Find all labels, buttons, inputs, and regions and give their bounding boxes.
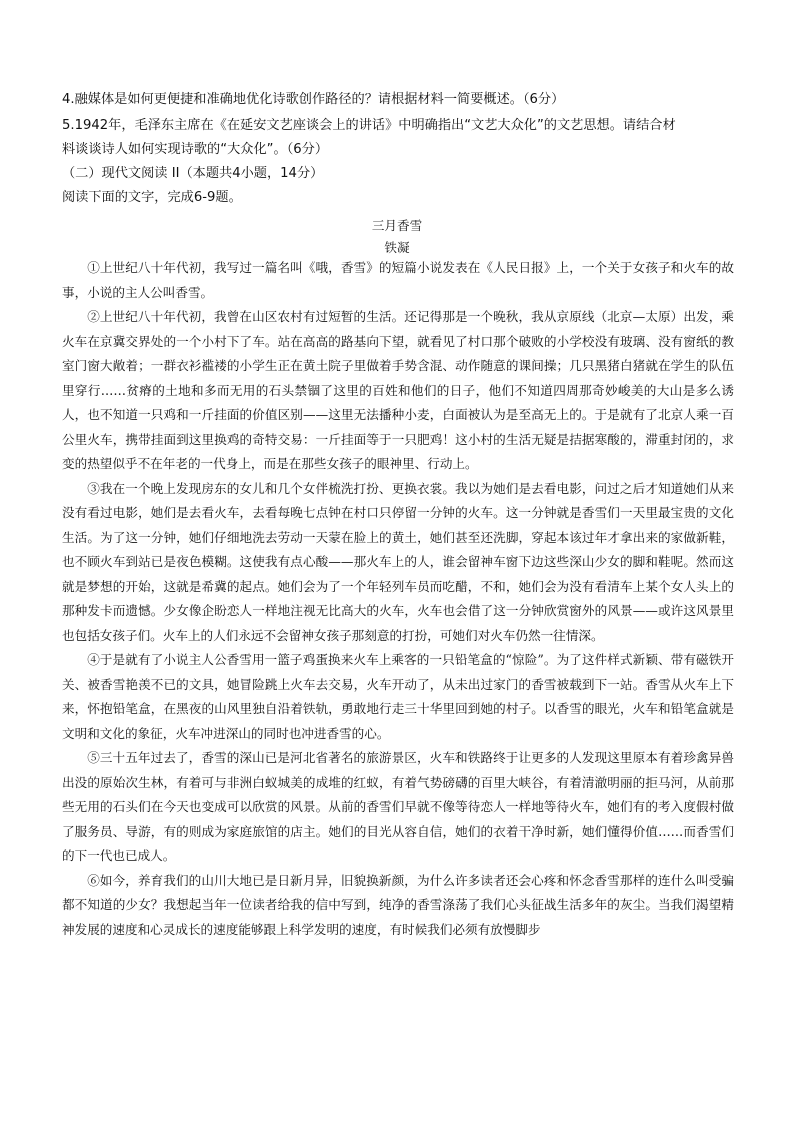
article-title: 三月香雪 [371,218,423,233]
reading-instruction: 阅读下面的文字，完成6-9题。 [62,190,242,205]
article-paragraph-1: ①上世纪八十年代初，我写过一篇名叫《哦，香雪》的短篇小说发表在《人民日报》上，一个关于女孩子和火车的故事，小说的主人公叫香雪。 [62,260,734,300]
article-body [62,256,734,942]
question-5-line-1: 5.1942年，毛泽东主席在《在延安文艺座谈会上的讲话》中明确指出“文艺大众化”的文艺思想。请结合材 [62,118,676,133]
article-paragraph-2: ②上世纪八十年代初，我曾在山区农村有过短暂的生活。还记得那是一个晚秋，我从京原线（北京—太原）出发，乘火车在京冀交界处的一个小村下了车。站在高高的路基向下望，就看见了村口那个破败的小学校没有玻璃、没有窗纸的教室门窗大敞着；一群衣衫褴褛的小学生正在黄土院子里做着手势含混、动作随意的课间操；几只黑猪白猪就在学生的队伍里穿行……贫瘠的土地和多而无用的石头禁锢了这里的百姓和他们的日子，他们不知道四周那奇妙峻美的大山是多么诱人，也不知道一只鸡和一斤挂面的价值区别——这里无法播种小麦，白面被认为是至高无上的。于是就有了北京人乘一百公里火车，携带挂面到这里换鸡的奇特交易：一斤挂面等于一只肥鸡！这小村的生活无疑是拮据寒酸的，滞重封闭的，求变的热望似乎不在年老的一代身上，而是在那些女孩子的眼神里、行动上。 [62,309,734,471]
article-paragraph-3: ③我在一个晚上发现房东的女儿和几个女伴梳洗打扮、更换衣裳。我以为她们是去看电影，问过之后才知道她们从来没有看过电影，她们是去看火车，去看每晚七点钟在村口只停留一分钟的火车。这一分钟就是香雪们一天里最宝贵的文化生活。为了这一分钟，她们仔细地洗去劳动一天蒙在脸上的黄土，她们甚至还洗脚，穿起本该过年才拿出来的家做新鞋，也不顾火车到站已是夜色模糊。这使我有点心酸——那火车上的人，谁会留神车窗下边这些深山少女的脚和鞋呢。然而这就是梦想的开始，这就是希冀的起点。她们会为了一个年轻列车员而吃醋，不和，她们会为没有看清车上某个女人头上的那种发卡而遗憾。少女像企盼恋人一样地注视无比高大的火车，火车也会借了这一分钟欣赏窗外的风景——或许这风景里也包括女孩子们。火车上的人们永远不会留神女孩子那刻意的打扮，可她们对火车仍然一往情深。 [62,480,734,643]
article-paragraph-4: ④于是就有了小说主人公香雪用一篮子鸡蛋换来火车上乘客的一只铅笔盒的“惊险”。为了这件样式新颖、带有磁铁开关、被香雪艳羡不已的文具，她冒险跳上火车去交易，火车开动了，从未出过家门的香雪被载到下一站。香雪从火车上下来，怀抱铅笔盒，在黑夜的山风里独自沿着铁轨，勇敢地行走三十华里回到她的村子。以香雪的眼光，火车和铅笔盒就是文明和文化的象征，火车冲进深山的同时也冲进香雪的心。 [62,652,734,741]
article-paragraph-6: ⑥如今，养育我们的山川大地已是日新月异，旧貌换新颜，为什么许多读者还会心疼和怀念香雪那样的连什么叫受骗都不知道的少女？我想起当年一位读者给我的信中写到，纯净的香雪涤荡了我们心头征战生活多年的灰尘。当我们渴望精神发展的速度和心灵成长的速度能够跟上科学发明的速度，有时候我们必须有放慢脚步 [62,872,734,937]
section-heading: （二）现代文阅读 II（本题共4小题，14分） [62,166,324,181]
article-paragraph-5: ⑤三十五年过去了，香雪的深山已是河北省著名的旅游景区，火车和铁路终于让更多的人发现这里原本有着珍禽异兽出没的原始次生林，有着可与非洲白蚁城美的成堆的红蚁，有着气势磅礴的百里大峡谷，有着清澈明丽的拒马河，从前那些无用的石头们在今天也变成可以欣赏的风景。从前的香雪们早就不像等待恋人一样地等待火车，她们有的考入度假村做了服务员、导游，有的则成为家庭旅馆的店主。她们的目光从容自信，她们的衣着干净时新，她们懂得价值……而香雪们的下一代也已成人。 [62,750,734,863]
question-4: 4.融媒体是如何更便捷和准确地优化诗歌创作路径的？请根据材料一简要概述。（6分） [62,92,565,107]
article-author: 铁凝 [384,240,410,255]
question-5-line-2: 料谈谈诗人如何实现诗歌的“大众化”。（6分） [62,142,329,157]
